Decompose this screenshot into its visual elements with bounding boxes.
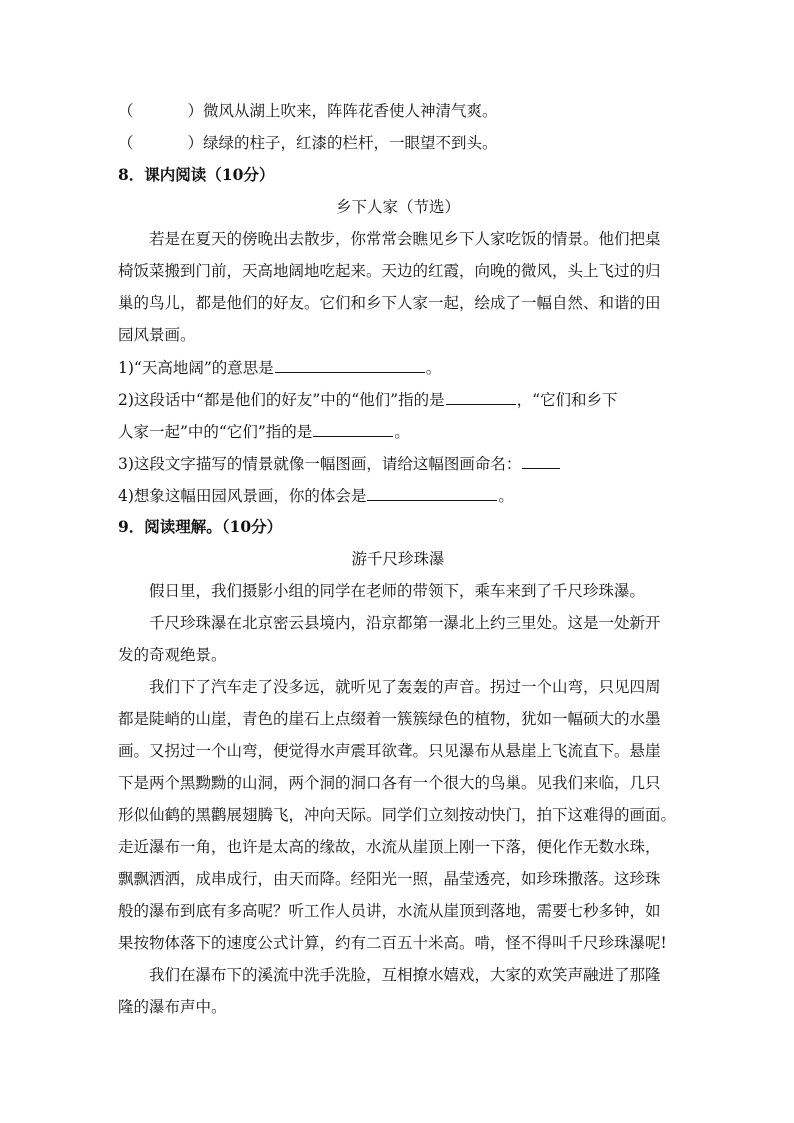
- q8-question-4: [118, 485, 678, 506]
- q7-item-1-close-paren: ）: [187, 102, 204, 120]
- q9-passage-line: 我们下了汽车走了没多远，就听见了轰轰的声音。拐过一个山弯，只见四周: [149, 678, 661, 696]
- q8-passage-line: 若是在夏天的傍晚出去散步，你常常会瞧见乡下人家吃饭的情景。他们把桌: [149, 230, 661, 248]
- q8-question-4-answer-blank[interactable]: [367, 485, 497, 501]
- q8-question-3: [118, 453, 678, 474]
- q8-passage-line: 巢的鸟儿，都是他们的好友。它们和乡下人家一起，绘成了一幅自然、和谐的田: [118, 294, 661, 312]
- q8-question-2-answer-blank-2[interactable]: [313, 421, 393, 437]
- q8-question-2-answer-blank-1[interactable]: [446, 389, 516, 405]
- q7-item-1: [118, 101, 678, 121]
- q9-passage-line: 都是陡峭的山崖，青色的崖石上点缀着一簇簇绿色的植物，犹如一幅硕大的水墨: [118, 710, 661, 728]
- q8-heading: 8．课内阅读（10分）: [118, 165, 275, 184]
- q9-passage-line: 形似仙鹤的黑鹳展翅腾飞，冲向天际。同学们立刻按动快门，拍下这难得的画面。: [118, 806, 677, 824]
- q9-passage-line: 隆的瀑布声中。: [118, 998, 227, 1016]
- q8-question-3-text: 3)这段文字描写的情景就像一幅图画，请给这幅图画命名：: [118, 455, 522, 473]
- q9-passage-line: 下是两个黑黝黝的山洞，两个洞的洞口各有一个很大的鸟巢。见我们来临，几只: [118, 774, 661, 792]
- q8-question-3-answer-blank[interactable]: [522, 453, 560, 469]
- q9-passage-line: 画。又拐过一个山弯，便觉得水声震耳欲聋。只见瀑布从悬崖上飞流直下。悬崖: [118, 742, 661, 760]
- q7-item-1-open-paren: （: [118, 102, 134, 120]
- q7-item-2-text: 绿绿的柱子，红漆的栏杆，一眼望不到头。: [203, 134, 498, 152]
- q8-question-4-end: 。: [498, 487, 514, 505]
- q9-passage-line: 走近瀑布一角，也许是太高的缘故，水流从崖顶上刚一下落，便化作无数水珠，: [118, 838, 661, 856]
- q8-question-2-text-a: 2)这段话中“都是他们的好友”中的“他们”指的是: [118, 391, 445, 409]
- q9-passage-title: 游千尺珍珠瀑: [351, 550, 445, 568]
- q8-question-2-end: 。: [394, 423, 410, 441]
- q8-question-1-answer-blank[interactable]: [275, 357, 425, 373]
- q9-passage-line: 般的瀑布到底有多高呢？听工作人员讲，水流从崖顶到落地，需要七秒多钟，如: [118, 902, 661, 920]
- q8-question-2-cont: [118, 421, 678, 442]
- q8-question-2-text-c: 人家一起”中的“它们”指的是: [118, 423, 313, 441]
- q8-passage-line: 园风景画。: [118, 326, 196, 344]
- q7-item-2-open-paren: （: [118, 134, 134, 152]
- q8-question-4-text: 4)想象这幅田园风景画，你的体会是: [118, 487, 367, 505]
- q7-item-2-close-paren: ）: [187, 134, 204, 152]
- q8-question-1: [118, 357, 678, 378]
- q7-item-2: [118, 133, 678, 153]
- q9-passage-line: 飘飘洒洒，成串成行，由天而降。经阳光一照，晶莹透亮，如珍珠撒落。这珍珠: [118, 870, 661, 888]
- q7-item-1-text: 微风从湖上吹来，阵阵花香使人神清气爽。: [203, 102, 498, 120]
- q9-passage-line: 发的奇观绝景。: [118, 646, 227, 664]
- q9-passage-line: 我们在瀑布下的溪流中洗手洗脸，互相撩水嬉戏，大家的欢笑声融进了那隆: [149, 966, 661, 984]
- q8-question-1-text: 1)“天高地阔”的意思是: [118, 359, 274, 377]
- q8-passage-title: 乡下人家（节选）: [335, 198, 460, 216]
- q8-question-2-text-b: ，“它们和乡下: [516, 391, 618, 409]
- q8-passage-line: 椅饭菜搬到门前，天高地阔地吃起来。天边的红霞，向晚的微风，头上飞过的归: [118, 262, 661, 280]
- q9-passage-line: 假日里，我们摄影小组的同学在老师的带领下，乘车来到了千尺珍珠瀑。: [149, 582, 646, 600]
- q8-question-2: [118, 389, 678, 410]
- q9-heading: 9．阅读理解。（10分）: [118, 517, 283, 536]
- q9-passage-line: 果按物体落下的速度公式计算，约有二百五十米高。啃，怪不得叫千尺珍珠瀑呢!: [118, 934, 667, 952]
- q9-passage-line: 千尺珍珠瀑在北京密云县境内，沿京都第一瀑北上约三里处。这是一处新开: [149, 614, 661, 632]
- q8-question-1-end: 。: [425, 359, 442, 377]
